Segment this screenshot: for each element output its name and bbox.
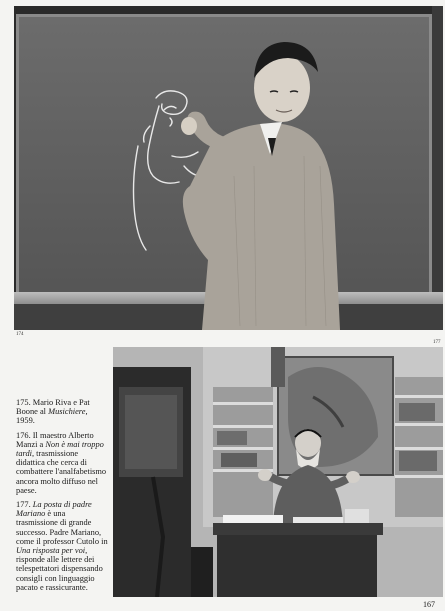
tv-studio-illustration	[113, 347, 443, 597]
photo-alberto-manzi-chalkboard	[14, 6, 443, 330]
photo-number-174: 174	[16, 332, 24, 337]
captions	[16, 398, 108, 597]
photo-number-177: 177	[433, 340, 441, 345]
page-number: 167	[423, 600, 435, 609]
caption-176: 176. Il maestro Alberto Manzi a Non è mai troppo tardi, trasmissione didattica che cerca di combattere l'analfabetismo ancora molto diffuso nel paese.	[16, 430, 107, 495]
photo-padre-mariano-studio	[113, 347, 443, 597]
caption-177: 177. La posta di padre Mariano è una trasmissione di grande successo. Padre Mariano, come il professor Cutolo in Una risposta per voi, risponde alle lettere dei telespettatori dispensando consigli con linguaggio pacato e rassicurante.	[16, 500, 108, 592]
man-at-chalkboard-illustration	[14, 6, 443, 330]
caption-175: 175. Mario Riva e Pat Boone al Musichiere, 1959.	[16, 398, 90, 426]
